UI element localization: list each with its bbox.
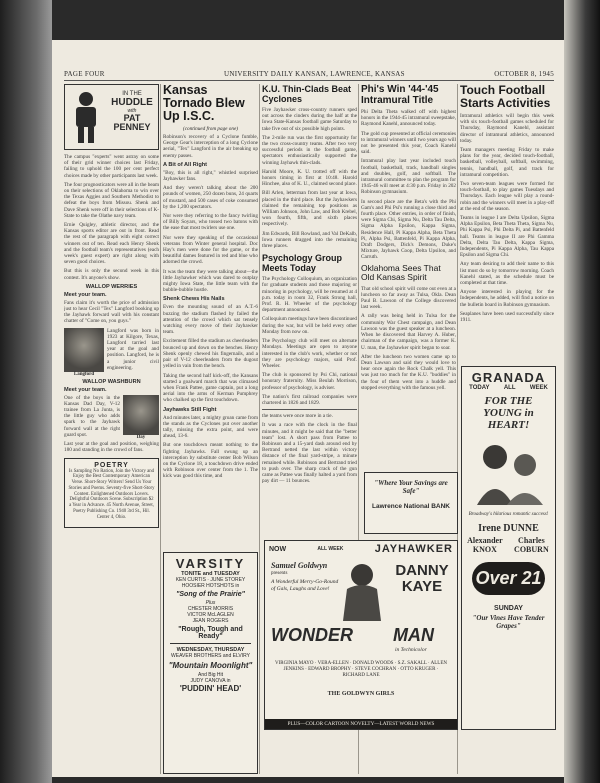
- newspaper-page: [52, 40, 564, 777]
- varsity-cast: CHESTER MORRIS: [187, 606, 234, 612]
- varsity-line: WEDNESDAY, THURSDAY: [176, 647, 245, 653]
- poetry-title: POETRY: [94, 461, 129, 469]
- column-huddle: [64, 84, 159, 774]
- huddle-byline: PAT PENNEY: [113, 113, 151, 132]
- cyclones-paragraph: Jim Edwards, Bill Rowland, and Val DeKalb, Iowa runners dragged into the remaining three places.: [262, 230, 357, 250]
- jayhawker-presents: presents: [271, 571, 288, 576]
- jayhawker-footer: PLUS—COLOR CARTOON NOVELTY—LATEST WORLD NEWS: [265, 719, 457, 729]
- book-binding-right: [564, 0, 600, 783]
- huddle-kicker: IN THE: [122, 91, 142, 97]
- varsity-line: WEAVER BROTHERS and ELVIRY: [171, 653, 250, 659]
- poetry-body: Is Sampling No Ration, Join the Victory and Enjoy the Best Contemporary American Verse. Short-Story Writers! Send Us Your Stories and Poems. Seventy-five Short-Story Contest. Enlightened Outdoors Lovers. Delightful Outdoors Scene. Subscription $2 a Year in Advance. 45 North Avenue, Street, Poetry Publishing Co. 1940 3rd St., Hil. Center 4, Ohio.: [68, 468, 155, 520]
- jayhawker-presenter: Samuel Goldwyn: [271, 561, 328, 570]
- tornado-paragraph: Robinson's recovery of a Cyclone fumble, George Gear's interception of a long Cyclone aerial, "Tex" Langford in the air breaking up enemy passes.: [163, 134, 258, 159]
- cyclones-headline: K.U. Thin-Clads Beat Cyclones: [262, 84, 352, 104]
- jayhawker-film-right: MAN: [393, 625, 434, 645]
- jayhawker-film-left: WONDER: [271, 625, 353, 645]
- bank-name: Lawrence National BANK: [371, 503, 451, 510]
- touch-paragraph: Any team desiring to add their name to this list must do so by tomorrow morning. Coach Kanehl stated, as the schedule must be completed at that time.: [460, 261, 554, 287]
- photo-caption: Langford: [73, 371, 95, 377]
- book-binding-left: [0, 0, 52, 783]
- huddle-subhead: WALLOP WASHBURN: [82, 378, 141, 385]
- granada-star: Alexander KNOX: [467, 536, 503, 554]
- intramural-headline: Phi's Win '44-'45 Intramural Title: [361, 84, 439, 106]
- tornado-paragraph: Nor were they referring to the fancy twirling of Billy Soyars, who tossed two batons with the ease that most twirlers use one.: [163, 213, 258, 232]
- huddle-paragraph: One of the boys in the Kansas Dad Day, V-12 trainee from La Junta, is the little guy who adds spark to the Jayhawk forward wall at the right guard spot.: [64, 394, 120, 438]
- oklahoma-paragraph: A rally was being held in Tulsa for the community War Chest campaign, and Dean Lawson was the guest speaker at a luncheon. When he discovered that Harvey A. Huber, chairman of the campaign, was a former K. U. man, the Jayhawker spirit began to soar.: [361, 313, 456, 351]
- granada-star: Charles COBURN: [514, 536, 549, 554]
- huddle-paragraph: Ernie Quigley, athletic director, and the Kansas sports editor are out in front. Read the rest of the paragraph with eight correct winners out of ten. Read each Henry Shenk and the football team's representatives (each week's guest expert) are right along with seven good choices.: [64, 222, 159, 266]
- granada-sunday: SUNDAY: [494, 605, 523, 612]
- huddle-paragraph: The four prognosticators were all in the beam on their selections of Oklahoma to win over the Texas Aggies and Southern Methodist to defeat the boys from Missou. Shenk and Dave Shenk were off in their selections of K-State to take the Olathe navy team.: [64, 181, 159, 219]
- granada-film: Over 21: [472, 562, 545, 595]
- bank-slogan: "Where Your Savings are Safe": [374, 479, 448, 495]
- jayhawker-girls: THE GOLDWYN GIRLS: [327, 691, 395, 697]
- touch-paragraph: Teams in league I are Delta Upsilon, Sigma Alpha Epsilon, Beta Theta Theta, Sigma Nu, Phi Kappa Psi, Phi Delta Pi, and Battenfeld hall. Teams in league II are Phi Gamma Delta, Delta Tau Delta, Kappa Sigma, Independents, Pi Kappa Alpha, Tau Kappa Epsilon and Sigma Chi.: [460, 215, 554, 259]
- danny-kaye-illustration-icon: [337, 559, 387, 621]
- tornado-subhead: A Bit of All Right: [163, 161, 208, 168]
- langford-photo: [64, 328, 104, 372]
- touch-paragraph: Seaplanes have been used successfully since 1911.: [460, 310, 554, 324]
- intramural-paragraph: In second place are the Beta's with the Phi Gam's and Phi Psi's running a close third and fourth place. Other entries, in order of finish, were Sigma Chi, Sigma Nu, Delta Tau Delta, Sigma Alpha Epsilon, Kappa Sigma, Residence Hall, Pi Kappa Alpha, Beta Theta Pi, Alpha Psi, Battenfeld, Pi Kappa Alpha, Draft Dodgers, Dick's Demons, Duke's Mixture, Jayhawk Coop, Delta Upsilon, and Carruth.: [361, 198, 456, 261]
- huddle-paragraph: Fans claim it's worth the price of admission just to hear Cecil "Tex" Langford booking up the Jayhawk forward wall with his constant chatter of "Come on, you guys.": [64, 299, 159, 325]
- jayhawker-cast: VIRGINIA MAYO · VERA-ELLEN · DONALD WOODS · S.Z. SAKALL · ALLEN JENKINS · EDWARD BROPHY · STEVE COCHRAN · OTTO KRUGER · RICHARD LANE: [274, 661, 448, 678]
- huddle-subhead: Meet your team.: [64, 291, 107, 298]
- touch-paragraph: Intramural athletics will begin this week with six touch-football games scheduled for Thursday, Raymond Kanehl, assistant director of intramural athletics, announced today.: [460, 113, 554, 144]
- jayhawker-week: ALL WEEK: [317, 546, 344, 552]
- poetry-ad: [64, 458, 159, 528]
- psych-paragraph: The nation's first railroad companies were chartered in 1826 and 1829.: [262, 393, 357, 406]
- tornado-continuation: the teams were once more in a tie.: [262, 413, 333, 420]
- intramural-paragraph: Intramural play last year included touch football, basketball, track, handball singles and doubles, golf, and softball. The intramural committee to plan the program for 1945-46 will meet at 4:30 p.m. Friday in 202 Robinson gymnasium.: [361, 158, 456, 196]
- page-number: PAGE FOUR: [64, 70, 105, 78]
- oklahoma-paragraph: That old school spirit will come out even at a luncheon so far away as Tulsa, Okla. Dean Paul B. Lawson of the College discovered last week.: [361, 285, 456, 311]
- tornado-subhead: Shenk Chews His Nails: [163, 296, 225, 303]
- huddle-header: [64, 84, 159, 150]
- masthead: [64, 70, 554, 81]
- photo-caption: Day: [136, 434, 146, 440]
- varsity-line: TONITE and TUESDAY: [181, 571, 240, 577]
- huddle-subhead: WALLOP WERRIES: [85, 283, 138, 290]
- varsity-feature: "Mountain Moonlight": [168, 661, 253, 670]
- granada-star: Irene DUNNE: [478, 523, 539, 534]
- tornado-paragraph: And they weren't talking about the 200 pounds of women, 250 dozen buns, 24 quarts of mustard, and 500 cases of coke consumed by the 1,200 spectators.: [163, 185, 258, 210]
- intramural-paragraph: The gold cup presented at official ceremonies to intramural winners until two years ago will not be presented this year, Coach Kanehl said.: [361, 130, 456, 156]
- issue-date: OCTOBER 8, 1945: [494, 70, 554, 78]
- tornado-paragraph: But one touchdown meant nothing to the fighting Jayhawks. Fall swung up an interception by substitute center Bob Wilson on the Cyclone 18, a touchdown drive ended with Robinson over center from the 1. The kick was good this time, and: [163, 442, 258, 480]
- huddle-title: HUDDLE: [111, 97, 153, 108]
- varsity-line: KEN CURTIS · JUNE STOREY: [175, 577, 246, 583]
- huddle-paragraph: Langford was born in 1923 at Kilgore, Texas, Langford tarried last year at the goal and position. Langford, he is a junior civil engineering.: [107, 327, 159, 371]
- varsity-cast: VICTOR McLAGLEN: [187, 612, 234, 618]
- granada-tagline: FOR THE YOUNG in HEART!: [483, 395, 534, 431]
- cyclones-paragraph: Bill Arlen, letterman from last year at Iowa, placed in the third place. But the Jayhawkers claimed the remaining top positions as William Johnson, John Law, and Bob Krebel, won fourth, fifth, and sixth places respectively.: [262, 190, 357, 228]
- jayhawker-title: JAYHAWKER: [374, 543, 453, 555]
- column-rule: [160, 84, 161, 774]
- varsity-cast: JUDY CANOVA in: [190, 678, 231, 684]
- touch-paragraph: Two seven-team leagues were formed for touch-football, to play games Tuesdays and Thursdays. Each league will play a round-robin and the winners will meet in a play-off at the end of the season.: [460, 181, 554, 212]
- bank-ad: [364, 472, 458, 534]
- tornado-paragraph: "Boy, this is all right," whistled surprised Jayhawker fans.: [163, 169, 258, 183]
- jayhawker-ad: [264, 540, 458, 730]
- psych-paragraph: Colloquium meetings have been discontinued during the war, but will be held every other Monday from now on.: [262, 316, 357, 335]
- granada-today: TODAY: [469, 385, 490, 391]
- varsity-feature: "Rough, Tough and Ready": [178, 626, 243, 640]
- granada-week: WEEK: [529, 385, 548, 391]
- football-player-icon: [68, 89, 104, 145]
- granada-title: GRANADA: [471, 370, 546, 385]
- cyclones-paragraph: The 2-mile run was the first opportunity for the two cross-country teams. After two very successful periods in the football game, spectators enthusiastically supported the winning Jayhawk thin-clads.: [262, 134, 357, 166]
- tornado-subhead: Jayhawks Still Fight: [163, 406, 217, 413]
- tornado-paragraph: And minutes later, a mighty groan came from the stands as the Cyclones put over another tally, missing the extra point, and were ahead, 13-6.: [163, 414, 258, 440]
- tornado-paragraph: Excitement filled the stadium as cheerleaders bounced up and down on the benches. Henry Shenk openly chewed his fingernails, and a pair of V-12 cheerleaders from the dugout yelled in vain from the bench.: [163, 338, 258, 370]
- column-rule: [259, 84, 260, 774]
- varsity-title: VARSITY: [175, 556, 246, 571]
- tornado-paragraph: Taking the second half kick-off, the Kansans started a goalward march that was climaxed when Frank Pattee, game captain, put a long aerial into the arms of Kerman Pumphrey who chalked up the first touchdown.: [163, 372, 258, 404]
- huddle-paragraph: But this is only the second week in this contest. It's anyone's show.: [64, 268, 159, 281]
- psych-headline: Psychology Group Meets Today: [262, 253, 343, 274]
- tornado-continued: (continued from page one): [183, 126, 238, 132]
- tornado-continuation: It was a race with the clock in the final minutes, and it might be said that the "better team" lost. A short pass from Pattee to Robinson and a 15-yard dash around end by Bertrand netted the last within victory distance of the final yard-stripe, a minute remained while. Robinson and Bertrand tried to push over. The sharp crack of the gun came as Pattee was finally halted a yard from pay dirt — 11 bounces.: [262, 422, 357, 485]
- varsity-ad: [163, 552, 258, 774]
- column-tornado: [163, 84, 258, 774]
- granada-all: ALL: [503, 385, 516, 391]
- oklahoma-headline: Oklahoma Sees That Old Kansas Spirit: [361, 262, 441, 283]
- tornado-paragraph: Nor were they speaking of the occasional veterans from Winter general hospital. Doc Hay's men were done for the game, or the beautiful dames featured in red and blue who adorned the crowd.: [163, 234, 258, 266]
- psych-paragraph: The Psychology Colloquium, an organization for graduate students and those majoring or minoring in psychology, will be resumed at 4 p.m. today in room 32, Frank Strong hall, Prof. R. H. Wheeler of the psychology department announced.: [262, 276, 357, 314]
- huddle-paragraph: Last year at the goal and position, weighing 180 and standing in the crowd of fans.: [64, 441, 159, 454]
- varsity-line: HOOSIER HOTSHOTS in: [181, 583, 240, 589]
- intramural-paragraph: Phi Delta Theta walked off with highest honors in the 1944-45 intramural sweepstake, Raymond Kanehl, announced today.: [361, 109, 456, 128]
- granada-film2: "Our Vines Have Tender Grapes": [472, 614, 545, 630]
- jayhawker-format: in Technicolor: [395, 647, 427, 653]
- psych-paragraph: The club is sponsored by Psi Chi, national honorary fraternity. Miss Beulah Morrison, professor of psychology, is adviser.: [262, 372, 357, 391]
- granada-sub: Broadway's hilarious romantic success!: [468, 512, 549, 517]
- touch-paragraph: Team managers meeting Friday to make plans for the year, decided touch-football, basketball, volleyball, softball, swimming, tennis, handball, golf, and track for intramural competition.: [460, 147, 554, 178]
- granada-ad: [461, 366, 556, 730]
- oklahoma-paragraph: After the luncheon two women came up to Dean Lawson and said they would love to hear once again the Rock Chalk yell. This was just too much for the K.U. "buddies" in the four of them went into a huddle and stopped everything with the famous yell.: [361, 353, 456, 391]
- varsity-feature: "Song of the Prairie": [176, 591, 245, 598]
- jayhawker-star: DANNY KAYE: [395, 562, 449, 595]
- cyclones-paragraph: Harold Moore, K. U. trotted off with the honors timing in first at 10:48. Harold Hinchee, also of K. U., claimed second place.: [262, 168, 357, 188]
- huddle-subhead: Meet your team.: [64, 386, 107, 393]
- tornado-paragraph: Even the mounting sound of an A.T.-6 buzzing the stadium flashed by failed the attention of the crowd which sat tensely watching every move of their Jayhawker team.: [163, 304, 258, 336]
- varsity-plus: Plus: [205, 600, 216, 606]
- cyclones-paragraph: Five Jayhawker cross-country runners sped out across the cinders during the half at the Iowa State-Kansas football game Saturday to take five out of six possible high points.: [262, 107, 357, 132]
- tornado-headline: Kansas Tornado Blew Up I.S.C.: [163, 84, 245, 123]
- touch-paragraph: Anyone interested in playing for the Independents, he added, will find a notice on the bulletin board in Robinson gymnasium.: [460, 289, 554, 308]
- day-photo: [123, 395, 159, 435]
- huddle-lead: The campus "experts" went astray on some of their grid winner choices last Friday, failing to uphold the 100 per cent perfect choices made by other participants last week.: [64, 154, 159, 179]
- huddle-byline-prefix: with: [127, 108, 137, 114]
- varsity-cast: JEAN ROGERS: [192, 618, 229, 624]
- touch-headline: Touch Football Starts Activities: [460, 84, 551, 110]
- jayhawker-tagline: A Wonderful Merry-Go-Round of Gals, Laughs and Love!: [271, 579, 339, 592]
- paper-title: UNIVERSITY DAILY KANSAN, LAWRENCE, KANSAS: [224, 70, 405, 78]
- jayhawker-now: NOW: [269, 545, 287, 553]
- varsity-feature: 'PUDDIN' HEAD': [179, 684, 242, 693]
- varsity-and: And Big Hit: [197, 672, 223, 678]
- tornado-paragraph: It was the team they were talking about—the little Jayhawker which was dared to outplay mighty Iowa State, the little team with the bubble-bubble hustle.: [163, 268, 258, 294]
- couple-illustration-icon: [469, 435, 549, 505]
- psych-paragraph: The Psychology club will meet on alternate Mondays. Meetings are open to anyone interested in the club's work, whether or not they are psychology majors, said Prof. Wheeler.: [262, 338, 357, 369]
